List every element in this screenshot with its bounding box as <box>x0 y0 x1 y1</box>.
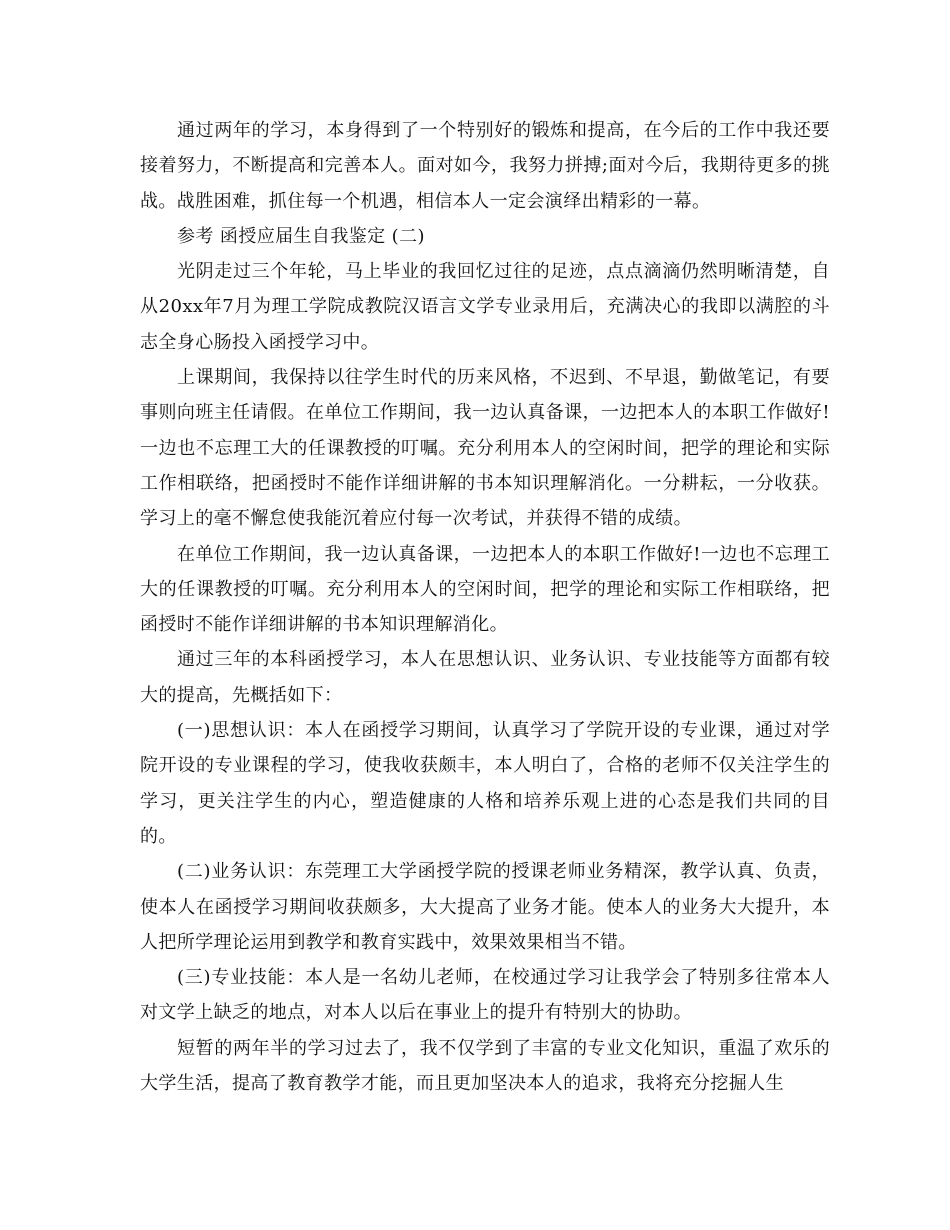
paragraph: (二)业务认识：东莞理工大学函授学院的授课老师业务精深，教学认真、负责，使本人在函授学习期间收获颇多，大大提高了业务才能。使本人的业务大大提升，本人把所学理论运用到教学和教育实践中，效果效果相当不错。 <box>140 861 830 953</box>
section-heading: 参考 函授应届生自我鉴定 (二) <box>177 225 425 247</box>
paragraph: 通过三年的本科函授学习，本人在思想认识、业务认识、专业技能等方面都有较大的提高，先概括如下： <box>140 649 830 706</box>
paragraph: 短暂的两年半的学习过去了，我不仅学到了丰富的专业文化知识，重温了欢乐的大学生活，提高了教育教学才能，而且更加坚决本人的追求，我将充分挖掘人生 <box>140 1037 830 1095</box>
paragraph: 在单位工作期间，我一边认真备课，一边把本人的本职工作做好!一边也不忘理工大的任课教授的叮嘱。充分利用本人的空闲时间，把学的理论和实际工作相联络，把函授时不能作详细讲解的书本知识理解消化。 <box>140 543 830 636</box>
paragraph: 光阴走过三个年轮，马上毕业的我回忆过往的足迹，点点滴滴仍然明晰清楚，自从20xx年7月为理工学院成教院汉语言文学专业录用后，充满决心的我即以满腔的斗志全身心肠投入函授学习中。 <box>140 261 830 353</box>
paragraph: 通过两年的学习，本身得到了一个特别好的锻炼和提高，在今后的工作中我还要接着努力，不断提高和完善本人。面对如今，我努力拼搏;面对今后，我期待更多的挑战。战胜困难，抓住每一个机遇，相信本人一定会演绎出精彩的一幕。 <box>140 120 830 212</box>
paragraph: 上课期间，我保持以往学生时代的历来风格，不迟到、不早退，勤做笔记，有要事则向班主任请假。在单位工作期间，我一边认真备课，一边把本人的本职工作做好!一边也不忘理工大的任课教授的叮嘱。充分利用本人的空闲时间，把学的理论和实际工作相联络，把函授时不能作详细讲解的书本知识理解消化。一分耕耘，一分收获。学习上的毫不懈怠使我能沉着应付每一次考试，并获得不错的成绩。 <box>140 367 830 530</box>
document-body <box>140 113 830 1101</box>
paragraph: (三)专业技能：本人是一名幼儿老师，在校通过学习让我学会了特别多往常本人对文学上缺乏的地点，对本人以后在事业上的提升有特别大的协助。 <box>140 967 830 1024</box>
paragraph: (一)思想认识：本人在函授学习期间，认真学习了学院开设的专业课，通过对学院开设的专业课程的学习，使我收获颇丰，本人明白了，合格的老师不仅关注学生的学习，更关注学生的内心，塑造健康的人格和培养乐观上进的心态是我们共同的目的。 <box>140 720 830 847</box>
